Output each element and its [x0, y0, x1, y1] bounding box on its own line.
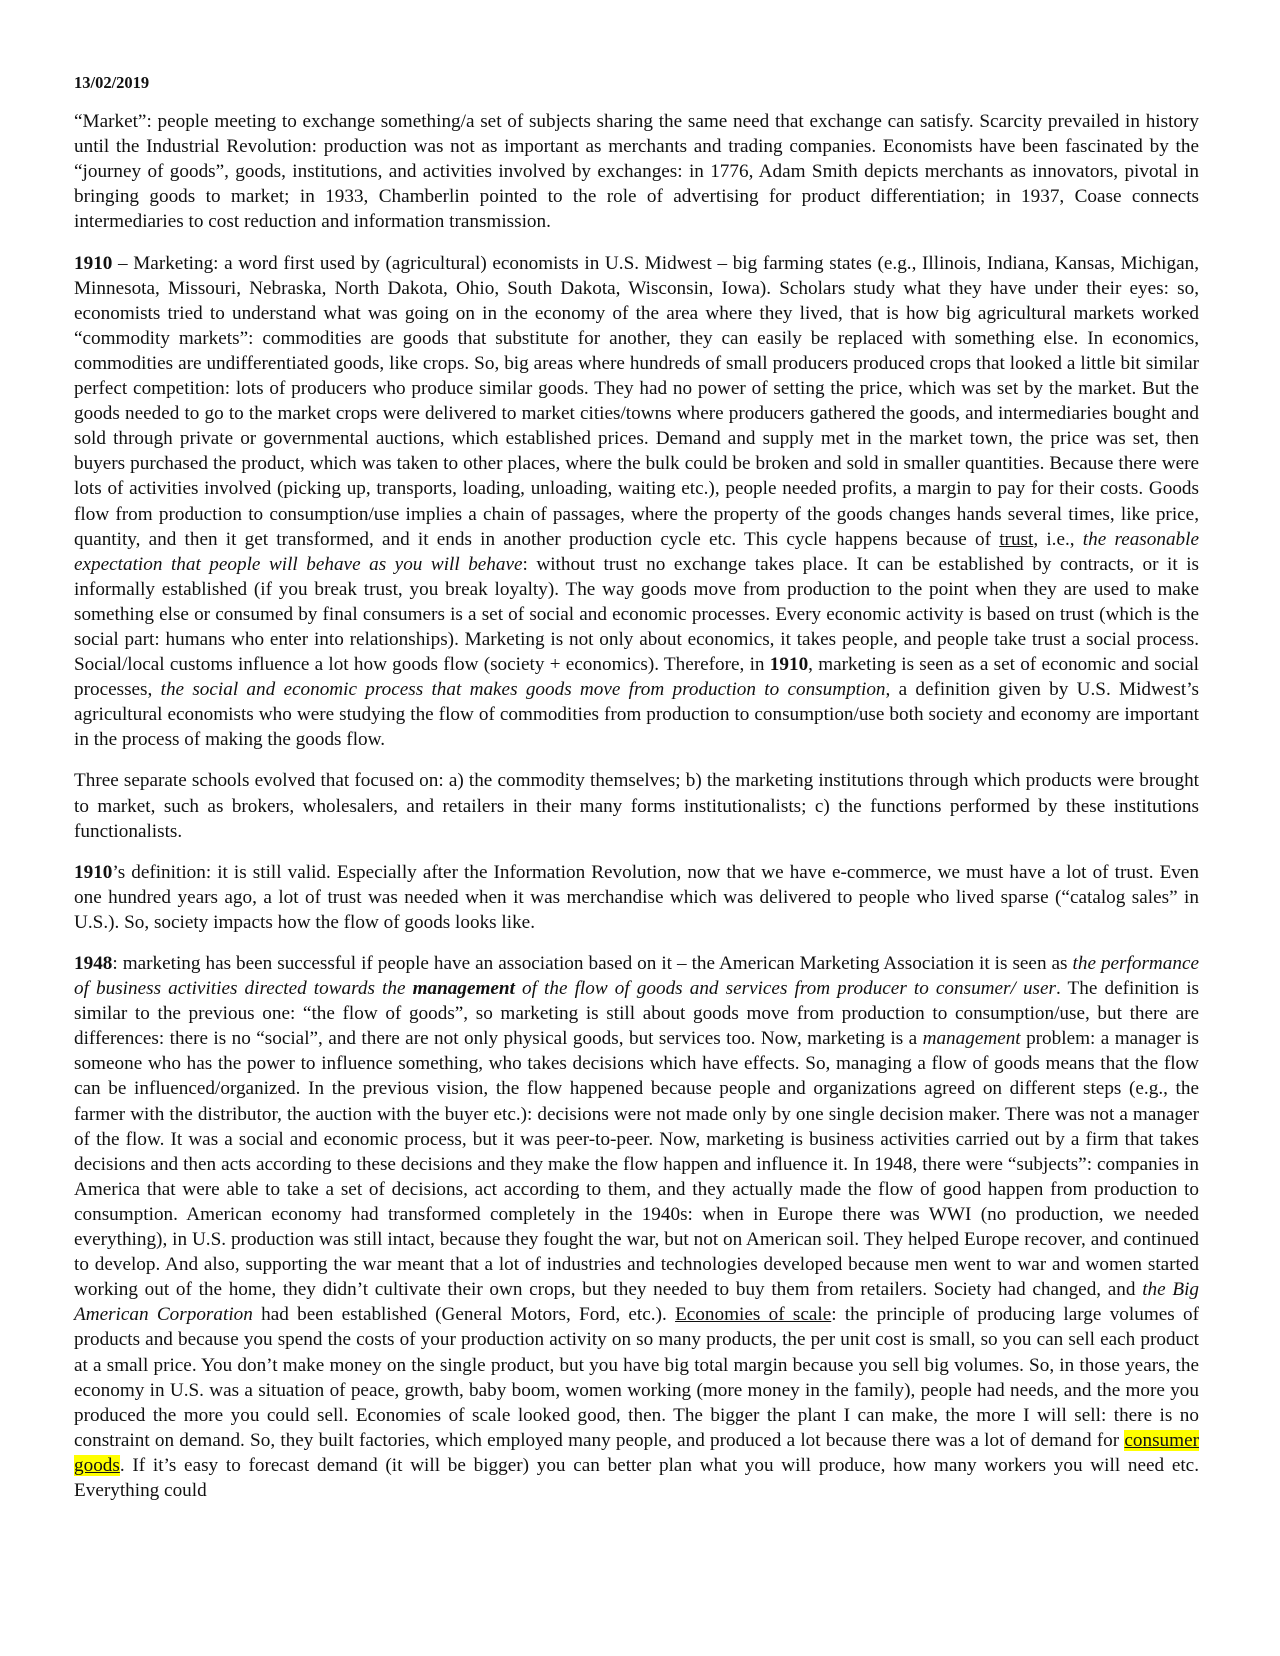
bold-text: 1910 [74, 861, 113, 883]
text-run: problem: a manager is someone who has the power to influence something, who takes decisions which have effects. So, managing a flow of goods means that the flow can be influenced/organized. In the previous vision, the flow happened because people and organizations agreed on different steps (e.g., the farmer with the distributor, the auction with the buyer etc.): decisions were not made only by one single decision maker. There was not a manager of the flow. It was a social and economic process, but it was peer-to-peer. Now, marketing is business activities carried out by a firm that takes decisions and then acts according to these decisions and they make the flow happen and influence it. In 1948, there were “subjects”: companies in America that were able to take a set of decisions, act according to them, and they actually made the flow of good happen from production to consumption. American economy had transformed completely in the 1940s: when in Europe there was WWI (no production, we needed everything), in U.S. production was still intact, because they fought the war, but not on American soil. They helped Europe recover, and continued to develop. And also, supporting the war meant that a lot of industries and technologies developed because men went to war and women started working out of the home, they didn’t cultivate their own crops, but they needed to buy them from retailers. Society had changed, and [74, 1028, 1200, 1301]
bold-text: 1948 [74, 953, 113, 974]
document-date: 13/02/2019 [74, 73, 150, 92]
text-run: – Marketing: a word first used by (agricultural) economists in U.S. Midwest – big farming states (e.g., Illinois, Indiana, Kansas, Michigan, Minnesota, Missouri, Nebraska, North Dakota, Ohio, South Dakota, Wisconsin, Iowa). Scholars study what they have under their eyes: so, economists tried to understand what was going on in the economy of the area where they lived, that is how big agricultural markets worked “commodity markets”: commodities are goods that substitute for another, they can easily be replaced with something else. In economics, commodities are undifferentiated goods, like crops. So, big areas where hundreds of small producers produced crops that looked a little bit similar perfect competition: lots of producers who produce similar goods. They had no power of setting the price, which was set by the market. But the goods needed to go to the market crops were delivered to market cities/towns where producers gathered the goods, and intermediaries bought and sold through private or governmental auctions, which established prices. Demand and supply met in the market town, the price was set, then buyers purchased the product, which was taken to other places, where the bulk could be broken and sold in smaller quantities. Because there were lots of activities involved (picking up, transports, loading, unloading, waiting etc.), people needed profits, a margin to pay for their costs. Goods flow from production to consumption/use implies a chain of passages, where the property of the goods changes hands several times, like price, quantity, and then it get transformed, and it ends in another production cycle etc. This cycle happens because of [74, 252, 1199, 550]
bold-text: 1910 [74, 252, 113, 274]
text-run: : without trust no exchange takes place. It can be established by contracts, or it is informally established (if you break trust, you break loyalty). The way goods move from production to the point when they are used to make something else or consumed by final consumers is a set of social and economic processes. Every economic activity is based on trust (which is the social part: humans who enter into relationships). Marketing is not only about economics, it takes people, and people take trust a social process. Social/local customs influence a lot how goods flow (society + economics). Therefore, in [74, 553, 1199, 676]
highlighted-term: consumer goods [74, 1429, 1199, 1476]
text-run: : the principle of producing large volumes of products and because you spend the costs of your production activity on so many products, the per unit cost is small, so you can sell each product at a small price. You don’t make money on the single product, but you have big total margin because you sell big volumes. So, in those years, the economy in U.S. was a situation of peace, growth, baby boom, women working (more money in the family), people had needs, and the more you produced the more you could sell. Economies of scale looked good, then. The bigger the plant I can make, the more I will sell: there is no constraint on demand. So, they built factories, which employed many people, and produced a lot because there was a lot of demand for [74, 1304, 1199, 1451]
text-run: Three separate schools evolved that focused on: a) the commodity themselves; b) the marketing institutions through which products were brought to market, such as brokers, wholesalers, and retailers in their many forms institutionalists; c) the functions performed by these institutions functionalists. [74, 770, 1199, 842]
text-run: : marketing has been successful if people have an association based on it – the American Marketing Association it is seen as [112, 953, 1073, 974]
text-run: , i.e., [1033, 528, 1083, 550]
bold-text: 1910 [769, 654, 809, 676]
bold-italic-text: management [412, 978, 515, 1000]
paragraph [74, 251, 1199, 753]
document-body [74, 109, 1199, 1503]
italic-text: the reasonable expectation that people will behave as you will behave [74, 528, 1199, 575]
paragraph [74, 860, 1199, 935]
paragraph [74, 951, 1199, 1503]
paragraph [74, 109, 1199, 234]
text-run: , a definition given by U.S. Midwest’s agricultural economists who were studying the flow of commodities from production to consumption/use both society and economy are important in the process of making the goods flow. [74, 679, 1199, 751]
text-run: had been established (General Motors, Ford, etc.). [252, 1304, 676, 1326]
underlined-term: Economies of scale [675, 1304, 832, 1326]
text-run: , marketing is seen as a set of economic and social processes, [74, 654, 1200, 701]
italic-text: the Big American Corporation [74, 1279, 1199, 1326]
underlined-term: trust [999, 528, 1034, 550]
italic-text: management [922, 1028, 1021, 1050]
paragraph [74, 768, 1199, 843]
italic-text: of the flow of goods and services from producer to consumer/ user [514, 978, 1056, 1000]
text-run: ’s definition: it is still valid. Especially after the Information Revolution, now that we have e-commerce, we must have a lot of trust. Even one hundred years ago, a lot of trust was needed when it was merchandise which was delivered to people who lived sparse (“catalog sales” in U.S.). So, society impacts how the flow of goods looks like. [74, 861, 1199, 933]
italic-text: the performance of business activities directed towards the [74, 953, 1199, 1000]
text-run: . The definition is similar to the previous one: “the flow of goods”, so marketing is still about goods move from production to consumption/use, but there are differences: there is no “social”, and there are not only physical goods, but services too. Now, marketing is a [74, 978, 1199, 1050]
text-run: “Market”: people meeting to exchange something/a set of subjects sharing the same need that exchange can satisfy. Scarcity prevailed in history until the Industrial Revolution: production was not as important as merchants and trading companies. Economists have been fascinated by the “journey of goods”, goods, institutions, and activities involved by exchanges: in 1776, Adam Smith depicts merchants as innovators, pivotal in bringing goods to market; in 1933, Chamberlin pointed to the role of advertising for product differentiation; in 1937, Coase connects intermediaries to cost reduction and information transmission. [74, 111, 1199, 233]
text-run: . If it’s easy to forecast demand (it will be bigger) you can better plan what you will produce, how many workers you will need etc. Everything could [74, 1454, 1199, 1501]
italic-text: the social and economic process that makes goods move from production to consumption [160, 679, 886, 701]
document-page [74, 70, 1199, 1519]
